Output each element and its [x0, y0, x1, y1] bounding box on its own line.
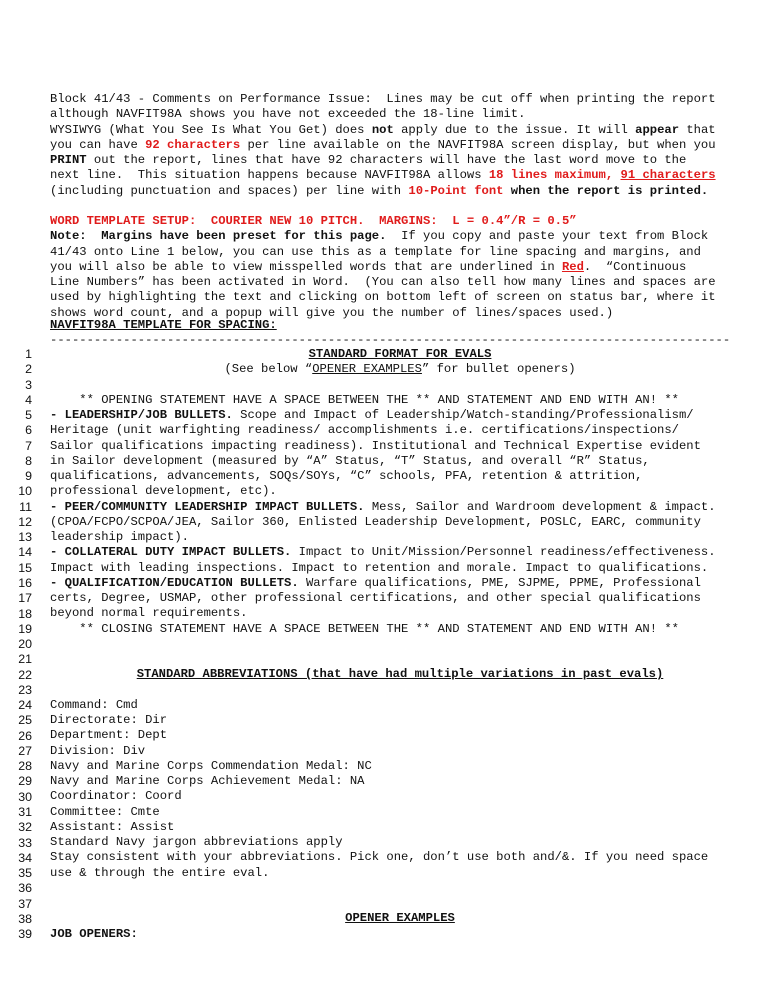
opening-statement-line: ** OPENING STATEMENT HAVE A SPACE BETWEEN THE ** AND STATEMENT AND END WITH AN! ** [50, 392, 679, 407]
leadership-bullet-label: - LEADERSHIP/JOB BULLETS. [50, 408, 233, 422]
template-body [50, 347, 750, 942]
text-line: Sailor qualifications impacting readiness). Institutional and Technical Expertise evident [50, 438, 701, 453]
text-line: Heritage (unit warfighting readiness/ accomplishments i.e. certifications/inspections/ [50, 423, 679, 438]
qualification-bullet-line [50, 576, 750, 591]
emphasis-not: not [371, 122, 394, 137]
blank-line [50, 896, 750, 911]
text-line: leadership impact). [50, 530, 189, 544]
text-line [50, 107, 750, 122]
text: (including punctuation and spaces) per line with [50, 183, 409, 198]
text-line: (CPOA/FCPO/SCPOA/JEA, Sailor 360, Enlisted Leadership Development, POSLC, EARC, community [50, 514, 701, 529]
opener-note-line [50, 362, 750, 377]
text: used by highlighting the text and clicking on bottom left of screen on status bar, where it [50, 290, 716, 305]
line-number: 30 [18, 789, 32, 804]
line-number: 4 [25, 392, 32, 407]
line-number: 2 [25, 362, 32, 377]
text: Impact to Unit/Mission/Personnel readiness/effectiveness. [291, 545, 716, 560]
text: Mess, Sailor and Wardroom development & impact. [364, 499, 716, 514]
text-line [50, 260, 750, 275]
divider-rule: --------------------------------------------------------------------------------------------- [50, 333, 731, 347]
qualification-bullet-label: - QUALIFICATION/EDUCATION BULLETS. [50, 575, 299, 590]
highlight-91-characters: 91 characters [620, 168, 716, 183]
abbreviation-item: Command: Cmd [50, 697, 138, 712]
line-number: 13 [18, 530, 32, 545]
text: ” for bullet openers) [421, 362, 576, 377]
line-number: 6 [25, 423, 32, 438]
line-number: 18 [18, 606, 32, 621]
abbreviation-note: Stay consistent with your abbreviations. Pick one, don’t use both and/&. If you need space [50, 850, 709, 865]
highlight-92-characters: 92 characters [145, 137, 241, 152]
abbreviation-item: Committee: Cmte [50, 804, 160, 819]
line-number: 21 [18, 652, 32, 667]
text: although NAVFIT98A shows you have not exceeded the 18-line limit. [50, 107, 526, 122]
line-number: 8 [25, 453, 32, 468]
job-openers-heading: JOB OPENERS: [50, 926, 138, 941]
line-number: 16 [18, 575, 32, 590]
text-line [50, 123, 750, 138]
text-line: in Sailor development (measured by “A” Status, “T” Status, and overall “R” Status, [50, 453, 650, 468]
text-line [50, 290, 750, 305]
standard-format-title: STANDARD FORMAT FOR EVALS [308, 347, 492, 361]
text: next line. This situation happens because NAVFIT98A allows [50, 168, 489, 183]
emphasis-appear: appear [635, 122, 680, 137]
abbreviation-item: Standard Navy jargon abbreviations apply [50, 835, 343, 849]
abbreviation-item: Directorate: Dir [50, 713, 168, 727]
line-number: 27 [18, 743, 32, 758]
line-number: 20 [18, 637, 32, 652]
closing-statement-line: ** CLOSING STATEMENT HAVE A SPACE BETWEEN THE ** AND STATEMENT AND END WITH AN! ** [50, 621, 679, 636]
red-word: Red [561, 259, 584, 274]
line-number: 31 [18, 804, 32, 819]
line-numbers [0, 347, 32, 942]
abbreviation-item: Coordinator: Coord [50, 789, 182, 804]
text: . “Continuous [583, 259, 687, 274]
text-line [50, 153, 750, 168]
line-number: 26 [18, 728, 32, 743]
line-number: 24 [18, 698, 32, 713]
note-label: Note: Margins have been preset for this page. [50, 229, 387, 244]
text: If you copy and paste your text from Block [386, 229, 709, 244]
collateral-duty-bullet-label: - COLLATERAL DUTY IMPACT BULLETS. [50, 545, 292, 560]
abbreviation-item: Department: Dept [50, 728, 168, 743]
opener-examples-link-text: OPENER EXAMPLES [312, 362, 422, 377]
abbreviation-item: Assistant: Assist [50, 819, 175, 834]
text-line [50, 138, 750, 153]
line-number: 23 [18, 682, 32, 697]
blank-line [50, 652, 750, 667]
line-number: 32 [18, 820, 32, 835]
abbreviation-note: use & through the entire eval. [50, 865, 270, 880]
text-line [50, 229, 750, 244]
text-line [50, 245, 750, 260]
emphasis-printed: when the report is printed. [503, 183, 709, 198]
line-number: 39 [18, 927, 32, 942]
line-number: 35 [18, 866, 32, 881]
text: WYSIWYG (What You See Is What You Get) does [50, 122, 372, 137]
text: Block 41/43 - Comments on Performance Issue: Lines may be cut off when printing the report [50, 92, 716, 106]
text-line [50, 184, 750, 199]
line-number: 25 [18, 713, 32, 728]
text-line [50, 92, 750, 107]
blank-line [50, 378, 750, 393]
word-template-setup-heading: WORD TEMPLATE SETUP: COURIER NEW 10 PITCH. MARGINS: L = 0.4”/R = 0.5” [50, 214, 577, 228]
line-number: 7 [25, 438, 32, 453]
text: 41/43 onto Line 1 below, you can use this as a template for line spacing and margins, and [50, 244, 701, 259]
text-line: Impact with leading inspections. Impact to retention and morale. Impact to qualifications. [50, 560, 709, 575]
text: Warfare qualifications, PME, SJPME, PPME, Professional [298, 575, 701, 590]
line-number: 9 [25, 469, 32, 484]
text-line [50, 275, 750, 290]
line-number: 38 [18, 911, 32, 926]
line-number: 15 [18, 560, 32, 575]
text: apply due to the issue. It will [393, 122, 636, 137]
blank-line [50, 199, 750, 214]
line-number: 37 [18, 896, 32, 911]
text-line [50, 168, 750, 183]
line-number: 34 [18, 850, 32, 865]
text: Scope and Impact of Leadership/Watch-standing/Professionalism/ [232, 408, 694, 422]
collateral-duty-bullet-line [50, 545, 750, 560]
line-number: 5 [25, 408, 32, 423]
text: you can have [50, 137, 146, 152]
abbreviation-item: Navy and Marine Corps Achievement Medal: NA [50, 774, 365, 788]
leadership-bullet-line [50, 408, 750, 423]
text: , [605, 168, 621, 183]
line-number: 17 [18, 591, 32, 606]
highlight-10-point-font: 10-Point font [408, 183, 504, 198]
blank-line [50, 881, 750, 896]
blank-line [50, 637, 750, 652]
line-number: 12 [18, 514, 32, 529]
text: shows word count, and a popup will give you the number of lines/spaces used.) [50, 305, 614, 320]
line-number: 11 [19, 499, 32, 514]
peer-community-bullet-label: - PEER/COMMUNITY LEADERSHIP IMPACT BULLETS. [50, 499, 365, 514]
text: per line available on the NAVFIT98A screen display, but when you [240, 137, 716, 152]
emphasis-print: PRINT [50, 153, 87, 167]
opener-examples-heading: OPENER EXAMPLES [345, 911, 455, 926]
abbreviation-item: Division: Div [50, 743, 146, 758]
line-number: 19 [18, 621, 32, 636]
text: you will also be able to view misspelled words that are underlined in [50, 259, 562, 274]
line-number: 33 [18, 835, 32, 850]
text-line: beyond normal requirements. [50, 606, 248, 621]
line-number: 36 [18, 881, 32, 896]
setup-heading-line [50, 214, 750, 229]
text-line: professional development, etc). [50, 484, 277, 499]
text-line: qualifications, advancements, SOQs/SOYs, “C” schools, PFA, retention & attrition, [50, 469, 643, 483]
abbreviation-item: Navy and Marine Corps Commendation Medal: NC [50, 758, 372, 773]
text: Line Numbers” has been activated in Word. (You can also tell how many lines and spaces are [50, 275, 716, 289]
line-number: 10 [18, 484, 32, 499]
performance-issue-paragraph [50, 92, 750, 321]
text-line: certs, Degree, USMAP, other professional certifications, and other special qualifications [50, 591, 701, 605]
highlight-18-lines: 18 lines maximum [488, 168, 606, 183]
text: that [679, 122, 716, 137]
text: out the report, lines that have 92 characters will have the last word move to the [86, 153, 687, 167]
text: (See below “ [224, 362, 313, 377]
line-number: 28 [18, 759, 32, 774]
abbreviations-heading: STANDARD ABBREVIATIONS (that have had multiple variations in past evals) [136, 667, 664, 682]
peer-community-bullet-line [50, 500, 750, 515]
line-number: 22 [18, 667, 32, 682]
line-number: 14 [18, 545, 32, 560]
blank-line [50, 683, 750, 698]
line-number: 29 [18, 774, 32, 789]
line-number: 3 [25, 377, 32, 392]
template-spacing-header: NAVFIT98A TEMPLATE FOR SPACING: [50, 318, 277, 332]
line-number: 1 [25, 347, 32, 361]
